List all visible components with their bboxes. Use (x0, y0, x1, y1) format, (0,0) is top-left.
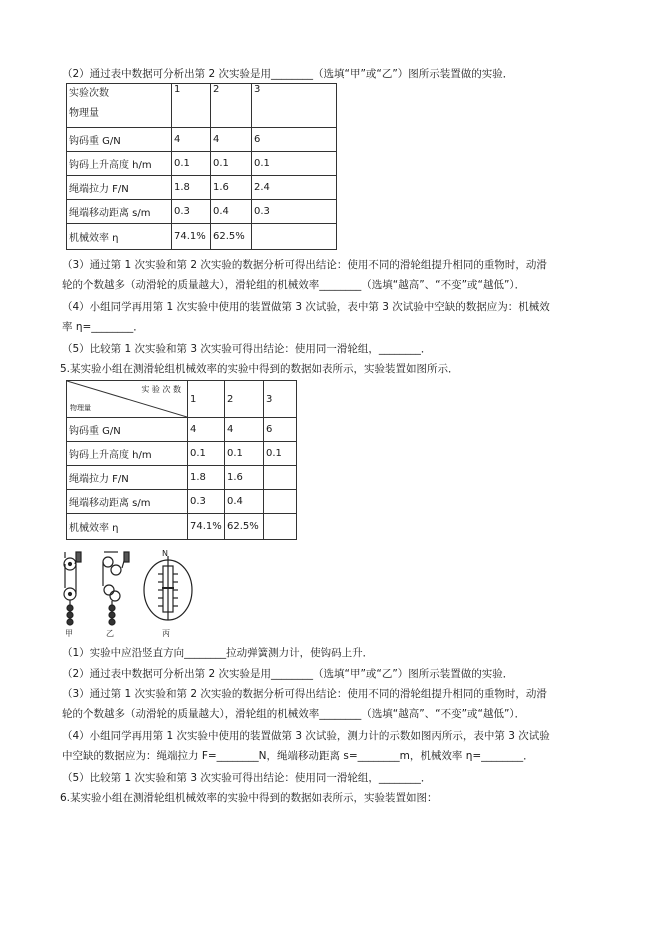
table-cell (264, 514, 297, 540)
question-4-4-line1: （4）小组同学再用第 1 次实验中使用的装置做第 3 次试验，表中第 3 次试验中空缺的数据应为：机械效 (62, 301, 550, 313)
table-row (67, 490, 297, 514)
question-5-1: （1）实验中应沿竖直方向________拉动弹簧测力计，使钩码上升． (62, 647, 374, 659)
table-row (67, 152, 337, 176)
header-col-3: 3 (252, 84, 337, 128)
row-label: 钩码重 G/N (67, 128, 172, 152)
pulley-diagram (62, 550, 232, 640)
table-cell: 6 (264, 418, 297, 442)
row-label: 绳端拉力 F/N (67, 466, 188, 490)
table-cell (252, 224, 337, 250)
question-5-3-line1: （3）通过第 1 次实验和第 2 次实验的数据分析可得出结论：使用不同的滑轮组提升相同的重物时，动滑 (62, 688, 547, 700)
table-row (67, 442, 297, 466)
table-cell: 0.4 (211, 200, 252, 224)
table-cell: 0.1 (264, 442, 297, 466)
question-4-5: （5）比较第 1 次实验和第 3 次实验可得出结论：使用同一滑轮组，________． (62, 343, 432, 355)
table-row (67, 514, 297, 540)
header-quantity: 物理量 (70, 404, 91, 412)
diagonal-header-cell (67, 381, 188, 418)
table-row (67, 128, 337, 152)
table-cell: 4 (211, 128, 252, 152)
table-row (67, 466, 297, 490)
header-col-2: 2 (225, 381, 264, 418)
header-col-2: 2 (211, 84, 252, 128)
table-cell: 0.1 (252, 152, 337, 176)
table-cell: 0.3 (188, 490, 225, 514)
question-5-4-line2: 中空缺的数据应为：绳端拉力 F=________N，绳端移动距离 s=________m，机械效率 η=________． (62, 750, 534, 762)
table-row (67, 418, 297, 442)
question-5-4-line1: （4）小组同学再用第 1 次实验中使用的装置做第 3 次试验，测力计的示数如图丙所示，表中第 3 次试验 (62, 730, 550, 742)
question-5-3-line2: 轮的个数越多（动滑轮的质量越大），滑轮组的机械效率________（选填“越高”、“不变”或“越低”）． (62, 708, 526, 720)
question-4-3-line2: 轮的个数越多（动滑轮的质量越大），滑轮组的机械效率________（选填“越高”、“不变”或“越低”）． (62, 279, 526, 291)
row-label: 钩码上升高度 h/m (67, 442, 188, 466)
table-cell: 0.4 (225, 490, 264, 514)
table-cell: 74.1% (172, 224, 211, 250)
row-label: 机械效率 η (67, 514, 188, 540)
table-cell: 0.1 (225, 442, 264, 466)
header-experiment-count: 实验次数 (69, 88, 109, 99)
table-cell: 4 (225, 418, 264, 442)
pulley-apparatus-figure (62, 550, 232, 640)
table-cell: 0.3 (172, 200, 211, 224)
table-cell: 1.6 (225, 466, 264, 490)
header-col-1: 1 (172, 84, 211, 128)
row-label: 钩码上升高度 h/m (67, 152, 172, 176)
table-cell: 2.4 (252, 176, 337, 200)
table-cell: 1.8 (188, 466, 225, 490)
header-quantity: 物理量 (69, 108, 99, 119)
experiment-table-1 (66, 83, 337, 250)
row-label: 绳端移动距离 s/m (67, 490, 188, 514)
table-cell: 0.1 (172, 152, 211, 176)
row-label: 机械效率 η (67, 224, 172, 250)
table-row (67, 176, 337, 200)
table-cell: 1.6 (211, 176, 252, 200)
figure-label-yi: 乙 (106, 629, 114, 638)
question-4-2: （2）通过表中数据可分析出第 2 次实验是用________（选填“甲”或“乙”）图所示装置做的实验． (62, 68, 514, 80)
table-cell: 0.3 (252, 200, 337, 224)
table-row (67, 224, 337, 250)
question-6-intro: 6.某实验小组在测滑轮组机械效率的实验中得到的数据如表所示，实验装置如图： (60, 792, 438, 804)
header-col-1: 1 (188, 381, 225, 418)
table-cell (264, 466, 297, 490)
table-cell: 1.8 (172, 176, 211, 200)
figure-label-n: N (162, 550, 168, 558)
question-5-intro: 5.某实验小组在测滑轮组机械效率的实验中得到的数据如表所示，实验装置如图所示． (60, 363, 459, 375)
table-cell: 74.1% (188, 514, 225, 540)
question-4-4-line2: 率 η=________． (62, 321, 144, 333)
table-cell: 4 (172, 128, 211, 152)
row-label: 绳端移动距离 s/m (67, 200, 172, 224)
question-5-2: （2）通过表中数据可分析出第 2 次实验是用________（选填“甲”或“乙”）图所示装置做的实验． (62, 668, 514, 680)
table-cell: 62.5% (211, 224, 252, 250)
row-label: 绳端拉力 F/N (67, 176, 172, 200)
table-cell: 0.1 (211, 152, 252, 176)
table-cell: 0.1 (188, 442, 225, 466)
table-cell (264, 490, 297, 514)
header-experiment-count: 实 验 次 数 (141, 385, 181, 394)
table-cell: 62.5% (225, 514, 264, 540)
header-col-3: 3 (264, 381, 297, 418)
question-4-3-line1: （3）通过第 1 次实验和第 2 次实验的数据分析可得出结论：使用不同的滑轮组提升相同的重物时，动滑 (62, 259, 547, 271)
table-header-cell (67, 84, 172, 128)
table-cell: 6 (252, 128, 337, 152)
figure-label-jia: 甲 (65, 629, 73, 638)
experiment-table-2 (66, 380, 297, 540)
row-label: 钩码重 G/N (67, 418, 188, 442)
question-5-5: （5）比较第 1 次实验和第 3 次实验可得出结论：使用同一滑轮组，________． (62, 772, 432, 784)
table-cell: 4 (188, 418, 225, 442)
table-row (67, 200, 337, 224)
figure-label-bing: 丙 (162, 629, 170, 638)
